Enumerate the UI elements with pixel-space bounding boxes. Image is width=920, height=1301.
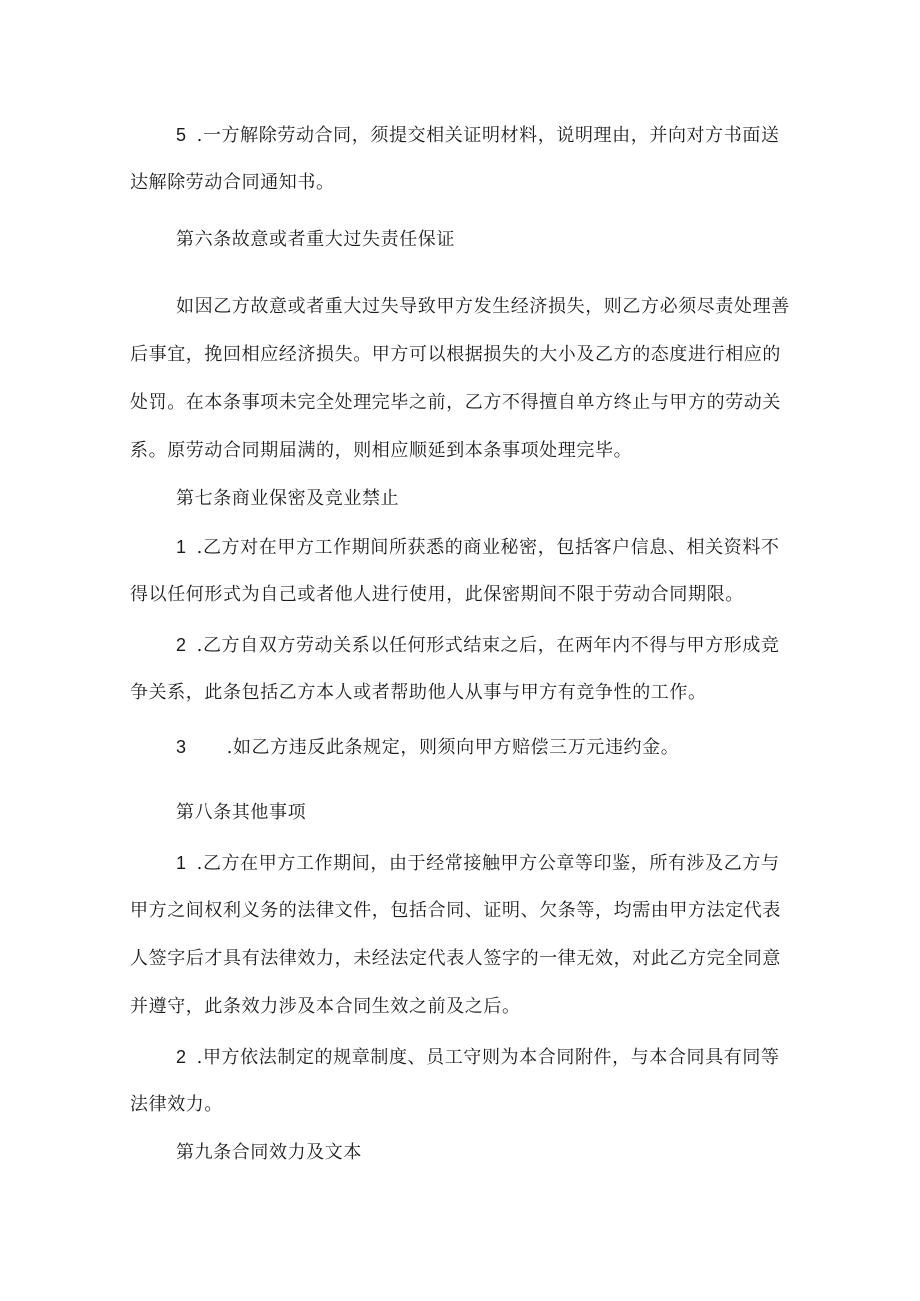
clause-number: 2: [176, 635, 187, 655]
clause-8-2-line-1: [176, 1045, 836, 1070]
article-6-para-line-3: 处罚。在本条事项未完全处理完毕之前，乙方不得擅自单方终止与甲方的劳动关: [130, 392, 781, 413]
article-6-para-line-2: 后事宜，挽回相应经济损失。甲方可以根据损失的大小及乙方的态度进行相应的: [130, 344, 781, 365]
clause-7-1-line-2: 得以任何形式为自己或者他人进行使用，此保密期间不限于劳动合同期限。: [130, 584, 744, 605]
clause-text: .如乙方违反此条规定，则须向甲方赔偿三万元违约金。: [226, 737, 680, 758]
clause-7-1-line-1: [176, 535, 836, 560]
clause-text: .乙方对在甲方工作期间所获悉的商业秘密，包括客户信息、相关资料不: [196, 537, 780, 558]
clause-8-1-line-1: [176, 851, 836, 876]
clause-number: 1: [176, 537, 187, 557]
clause-8-2-line-2: 法律效力。: [130, 1094, 223, 1115]
clause-number: 1: [176, 853, 187, 873]
clause-text: .甲方依法制定的规章制度、员工守则为本合同附件，与本合同具有同等: [196, 1047, 780, 1068]
clause-number: 2: [176, 1047, 187, 1067]
article-6-para-line-4: 系。原劳动合同期届满的，则相应顺延到本条事项处理完毕。: [130, 440, 633, 461]
clause-number: 5: [176, 125, 187, 145]
clause-text: .一方解除劳动合同，须提交相关证明材料，说明理由，并向对方书面送: [196, 125, 780, 146]
clause-text: .乙方在甲方工作期间，由于经常接触甲方公章等印鉴，所有涉及乙方与: [196, 853, 780, 874]
article-6-para-line-1: 如因乙方故意或者重大过失导致甲方发生经济损失，则乙方必须尽责处理善: [176, 296, 790, 317]
clause-8-1-line-3: 人签字后才具有法律效力，未经法定代表人签字的一律无效，对此乙方完全同意: [130, 948, 781, 969]
article-9-title: 第九条合同效力及文本: [176, 1142, 362, 1163]
clause-7-2-line-2: 争关系，此条包括乙方本人或者帮助他人从事与甲方有竞争性的工作。: [130, 682, 707, 703]
article-8-title: 第八条其他事项: [176, 802, 307, 823]
clause-text: .乙方自双方劳动关系以任何形式结束之后，在两年内不得与甲方形成竞: [196, 635, 780, 656]
clause-7-3-line-1: [176, 735, 836, 760]
clause-8-1-line-4: 并遵守，此条效力涉及本合同生效之前及之后。: [130, 996, 521, 1017]
clause-5-line-1: [176, 123, 836, 148]
clause-8-1-line-2: 甲方之间权利义务的法律文件，包括合同、证明、欠条等，均需由甲方法定代表: [130, 900, 781, 921]
article-7-title: 第七条商业保密及竞业禁止: [176, 488, 400, 509]
article-6-title: 第六条故意或者重大过失责任保证: [176, 229, 455, 250]
clause-7-2-line-1: [176, 633, 836, 658]
clause-5-line-2: 达解除劳动合同通知书。: [130, 172, 335, 193]
clause-number: 3: [176, 737, 187, 757]
